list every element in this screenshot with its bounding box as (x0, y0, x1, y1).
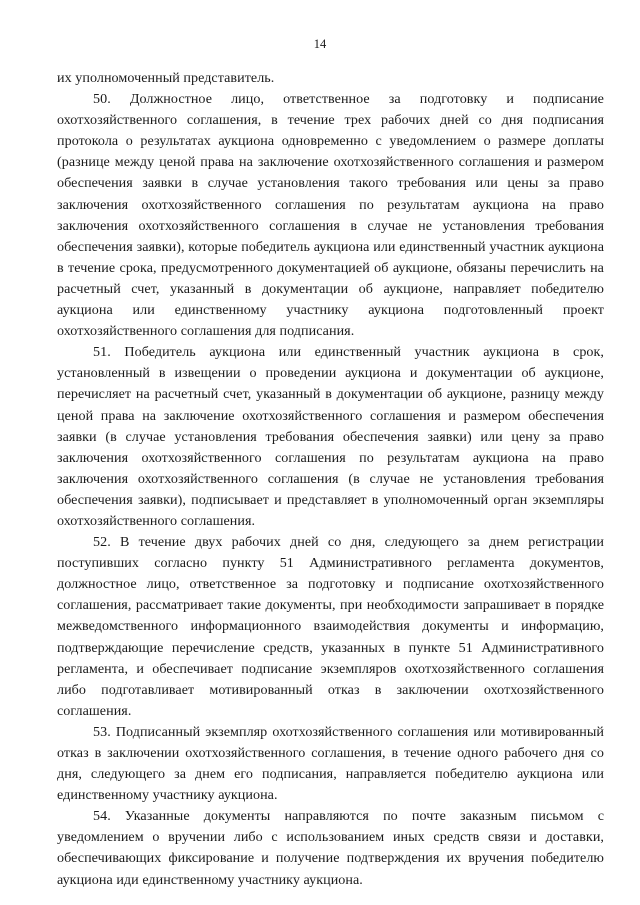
paragraph-54: 54. Указанные документы направляются по почте заказным письмом с уведомлением о вручении либо с использованием иных средств связи и доставки, обеспечивающих фиксирование и получение подтверждения их вручения победителю аукциона иди единственному участнику аукциона. (57, 808, 604, 888)
paragraph-50: 50. Должностное лицо, ответственное за подготовку и подписание охотхозяйственного соглашения, в течение трех рабочих дней со дня подписания протокола о результатах аукциона одновременно с уведомлением о размере доплаты (разнице между ценой права на заключение охотхозяйственного соглашения и размером обеспечения заявки в случае установления такого требования или цены за право заключения охотхозяйственного соглашения по результатам аукциона на право заключения охотхозяйственного соглашения в случае не установления требования обеспечения заявки), которые победитель аукциона или единственный участник аукциона в течение срока, предусмотренного документацией об аукционе, обязаны перечислить на расчетный счет, указанный в документации об аукционе, направляет победителю аукциона или единственному участнику аукциона подготовленный проект охотхозяйственного соглашения для подписания. (57, 91, 604, 340)
page-number: 14 (313, 37, 327, 51)
paragraph-53: 53. Подписанный экземпляр охотхозяйственного соглашения или мотивированный отказ в заключении охотхозяйственного соглашения, в течение одного рабочего дня со дня, следующего за днем его подписания, направляется победителю аукциона или единственному участнику аукциона. (57, 723, 604, 804)
paragraph-52: 52. В течение двух рабочих дней со дня, следующего за днем регистрации поступивших согласно пункту 51 Административного регламента документов, должностное лицо, ответственное за подготовку и подписание охотхозяйственного соглашения, рассматривает такие документы, при необходимости запрашивает в порядке межведомственного информационного взаимодействия документы и информацию, подтверждающие перечисление средств, указанных в пункте 51 Административного регламента, и обеспечивает подписание экземпляров охотхозяйственного соглашения либо подготавливает мотивированный отказ в заключении охотхозяйственного соглашения. (57, 534, 604, 719)
paragraph-51: 51. Победитель аукциона или единственный участник аукциона в срок, установленный в извещении о проведении аукциона и документации об аукционе, перечисляет на расчетный счет, указанный в документации об аукционе, разницу между ценой права на заключение охотхозяйственного соглашения и размером обеспечения заявки (в случае установления требования обеспечения заявки) или цену за право заключения охотхозяйственного соглашения по результатам аукциона на право заключения охотхозяйственного соглашения (в случае не установления требования обеспечения заявки), подписывает и представляет в уполномоченный орган экземпляры охотхозяйственного соглашения. (57, 344, 604, 529)
paragraph-continuation: их уполномоченный представитель. (57, 70, 275, 86)
document-body (57, 68, 604, 891)
